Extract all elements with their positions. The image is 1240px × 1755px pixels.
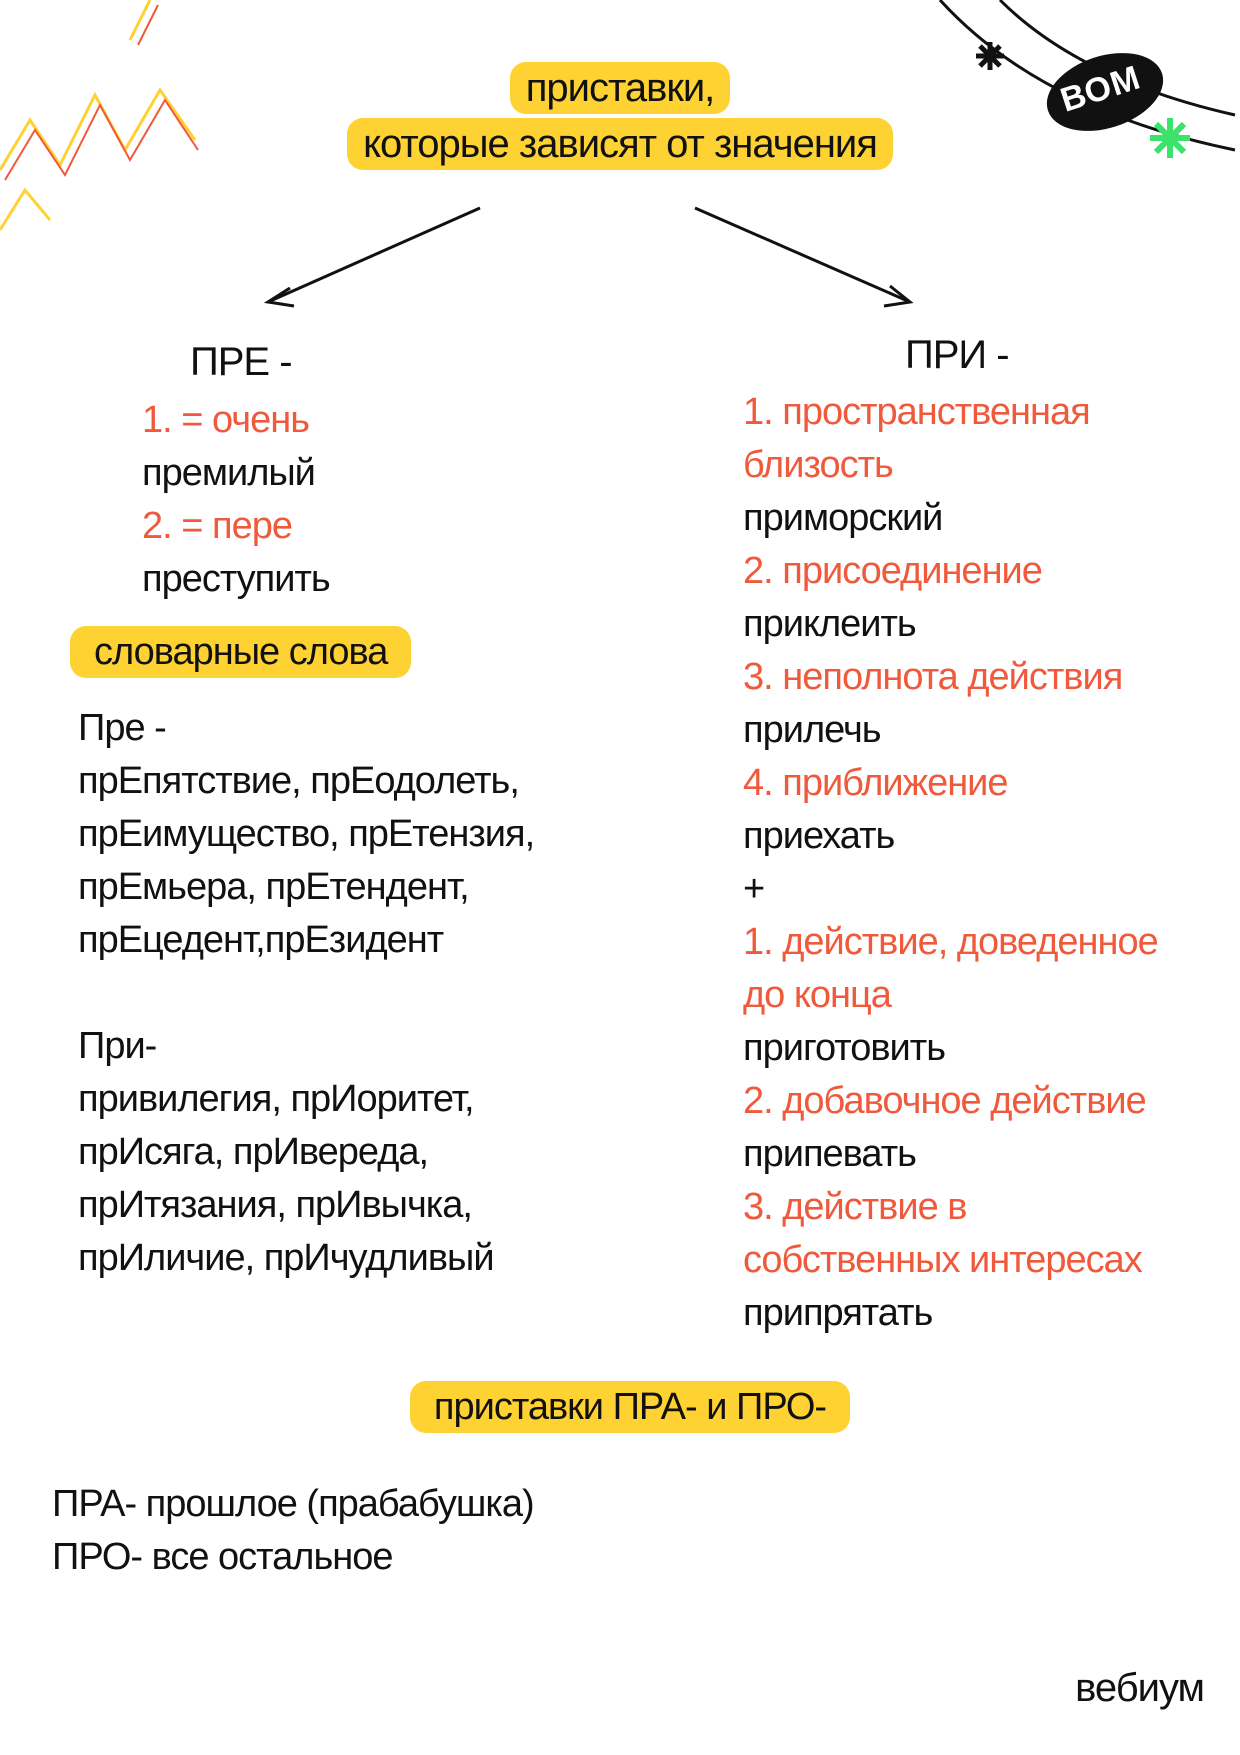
split-arrows	[0, 0, 1240, 320]
pri-extra-meaning-1-cont: до конца	[743, 974, 891, 1016]
dict-pre-line: прЕпятствие, прЕодолеть,	[78, 760, 519, 802]
pri-plus: +	[743, 868, 765, 910]
pri-extra-meaning-3-cont: собственных интересах	[743, 1239, 1142, 1281]
dict-pri-line: прИличие, прИчудливый	[78, 1237, 494, 1279]
pri-extra-example-2: припевать	[743, 1133, 916, 1175]
dictionary-title: словарные слова	[70, 626, 411, 678]
pre-rules	[142, 394, 330, 606]
pri-example-3: прилечь	[743, 709, 881, 751]
pra-pro-list	[52, 1478, 534, 1584]
pri-meaning-2: 2. присоединение	[743, 550, 1042, 592]
pri-extra-meaning-1: 1. действие, доведенное	[743, 921, 1158, 963]
pri-extra-meaning-2: 2. добавочное действие	[743, 1080, 1146, 1122]
dict-pri-line: прИтязания, прИвычка,	[78, 1184, 472, 1226]
dict-pre-line: прЕимущество, прЕтензия,	[78, 813, 535, 855]
dict-pre-line: прЕмьера, прЕтендент,	[78, 866, 469, 908]
pri-meaning-1: 1. пространственная	[743, 391, 1090, 433]
pro-line: ПРО- все остальное	[52, 1536, 393, 1578]
dict-pri-header: При-	[78, 1025, 157, 1067]
pri-meaning-4: 4. приближение	[743, 762, 1008, 804]
pri-extra-example-3: припрятать	[743, 1292, 933, 1334]
dict-pri-line: привилегия, прИоритет,	[78, 1078, 474, 1120]
title-line-1: приставки,	[510, 62, 731, 114]
title-line-2: которые зависят от значения	[347, 118, 893, 170]
pri-header: ПРИ -	[905, 333, 1009, 377]
pra-line: ПРА- прошлое (прабабушка)	[52, 1483, 534, 1525]
dict-pre-line: прЕцедент,прЕзидент	[78, 919, 444, 961]
pri-example-4: приехать	[743, 815, 895, 857]
pri-extra-meaning-3: 3. действие в	[743, 1186, 967, 1228]
pra-pro-title: приставки ПРА- и ПРО-	[410, 1381, 850, 1433]
brand-name: вебиум	[1075, 1666, 1204, 1710]
pre-header: ПРЕ -	[190, 340, 292, 384]
dict-pre-header: Пре -	[78, 707, 166, 749]
logo-text: ВОМ	[1055, 58, 1146, 120]
pri-rules	[743, 386, 1158, 1340]
pri-meaning-3: 3. неполнота действия	[743, 656, 1123, 698]
pre-example-2: преступить	[142, 558, 330, 600]
dict-pri-line: прИсяга, прИвереда,	[78, 1131, 429, 1173]
pri-meaning-1-cont: близость	[743, 444, 893, 486]
pre-meaning-2: 2. = пере	[142, 505, 292, 547]
spacer	[78, 967, 534, 1020]
pri-example-2: приклеить	[743, 603, 916, 645]
dictionary-list	[78, 702, 534, 1285]
pri-example-1: приморский	[743, 497, 943, 539]
pre-example-1: премилый	[142, 452, 315, 494]
pri-extra-example-1: приготовить	[743, 1027, 945, 1069]
pre-meaning-1: 1. = очень	[142, 399, 310, 441]
